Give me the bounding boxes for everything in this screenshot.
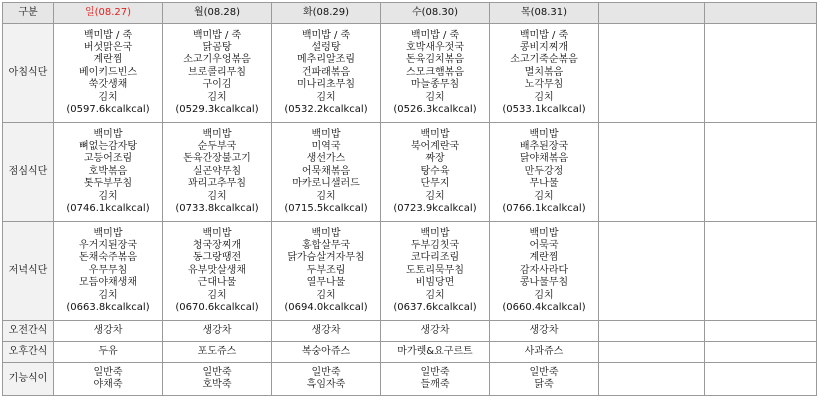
menu-item-text: 두부김칫국 — [410, 240, 460, 252]
menu-item-text: 스모크햄볶음 — [406, 66, 464, 78]
menu-item-text: 백미밥 — [529, 227, 559, 239]
menu-item-text: 백미밥 — [529, 128, 559, 140]
day-header: 일(08.27) — [54, 3, 163, 24]
menu-item-text: 우무무침 — [88, 264, 128, 276]
menu-item-text: 도토리묵무침 — [406, 264, 464, 276]
menu-item-text: 백미밥 — [202, 227, 232, 239]
menu-item-text: 마가렛&요구르트 — [397, 345, 473, 357]
menu-cell — [381, 363, 490, 396]
menu-item-text: 사과쥬스 — [524, 345, 564, 357]
menu-item-text: (0660.4kcalkcal) — [502, 301, 586, 313]
menu-item-text: 김치 — [534, 91, 554, 103]
menu-item-text: 베이키드빈스 — [79, 66, 137, 78]
day-header: 수(08.30) — [381, 3, 490, 24]
menu-item-text: 단무지 — [420, 178, 450, 190]
menu-item-text: 홍합살무국 — [301, 240, 351, 252]
dinner-row — [3, 222, 817, 321]
menu-item-text: 감자사라다 — [519, 264, 569, 276]
menu-item-text: 순두부국 — [197, 141, 237, 153]
menu-item-text: 일반죽 — [311, 366, 341, 378]
menu-cell — [54, 123, 163, 222]
menu-cell — [272, 342, 381, 363]
day-header: 월(08.28) — [163, 3, 272, 24]
menu-item-text: 멸치볶음 — [524, 66, 564, 78]
menu-item-text: 미역국 — [311, 141, 341, 153]
menu-cell — [705, 321, 817, 342]
menu-cell — [705, 24, 817, 123]
menu-item-text: 백미밥 — [420, 128, 450, 140]
special-diet-row — [3, 363, 817, 396]
menu-item-text: 계란찜 — [93, 54, 123, 66]
menu-item-text: 일반죽 — [93, 366, 123, 378]
menu-item-text: 일반죽 — [202, 366, 232, 378]
menu-cell — [599, 363, 705, 396]
menu-item-text: 생강차 — [420, 324, 450, 336]
menu-item-text: 들깨죽 — [420, 379, 450, 390]
menu-item-text: 백미밥 — [311, 227, 341, 239]
menu-item-text: 호박새우젓국 — [406, 42, 464, 54]
menu-item-text: 일반죽 — [420, 366, 450, 378]
menu-item-text: (0766.1kcalkcal) — [502, 202, 586, 214]
menu-cell — [163, 342, 272, 363]
menu-item-text: (0637.6kcalkcal) — [393, 301, 477, 313]
menu-item-text: 일반죽 — [529, 366, 559, 378]
menu-item-text: 건파래볶음 — [301, 66, 351, 78]
menu-item-text: (0597.6kcalkcal) — [66, 103, 150, 115]
menu-item-text: 탕수육 — [420, 165, 450, 177]
menu-item-text: 메추리알조림 — [297, 54, 355, 66]
menu-item-text: 북어계란국 — [410, 141, 460, 153]
menu-item-text: 마카로니샐러드 — [292, 178, 360, 190]
afternoon-snack-row — [3, 342, 817, 363]
menu-item-text: 김치 — [98, 289, 118, 301]
menu-item-text: 호박볶음 — [88, 165, 128, 177]
menu-item-text: 콩비지찌개 — [519, 42, 569, 54]
menu-cell — [54, 321, 163, 342]
menu-item-text: 백미밥 — [93, 227, 123, 239]
row-label: 오전간식 — [3, 321, 54, 342]
menu-cell — [490, 342, 599, 363]
menu-item-text: 닭가슴살겨자무침 — [287, 252, 365, 264]
menu-item-text: 백미밥 — [420, 227, 450, 239]
menu-item-text: 백미밥 / 죽 — [519, 29, 569, 41]
menu-cell — [381, 342, 490, 363]
day-header — [705, 3, 817, 24]
menu-item-text: (0529.3kcalkcal) — [175, 103, 259, 115]
menu-item-text: 버섯맑은국 — [83, 42, 133, 54]
lunch-row — [3, 123, 817, 222]
menu-item-text: 김치 — [207, 289, 227, 301]
day-header: 목(08.31) — [490, 3, 599, 24]
menu-item-text: (0733.8kcalkcal) — [175, 202, 259, 214]
row-label: 저녁식단 — [3, 222, 54, 321]
menu-cell — [599, 342, 705, 363]
menu-item-text: (0670.6kcalkcal) — [175, 301, 259, 313]
menu-item-text: 어묵채볶음 — [301, 165, 351, 177]
menu-item-text: 미나리초무침 — [297, 79, 355, 91]
menu-cell — [54, 363, 163, 396]
menu-cell — [163, 363, 272, 396]
menu-item-text: 브로콜리무침 — [188, 66, 246, 78]
menu-item-text: 무나물 — [529, 178, 559, 190]
menu-item-text: 김치 — [425, 289, 445, 301]
menu-cell — [490, 321, 599, 342]
menu-cell — [381, 321, 490, 342]
row-label: 오후간식 — [3, 342, 54, 363]
menu-item-text: 비빔당면 — [415, 277, 455, 289]
row-label: 점심식단 — [3, 123, 54, 222]
menu-item-text: 백미밥 / 죽 — [410, 29, 460, 41]
menu-item-text: 돈육간장불고기 — [183, 153, 251, 165]
menu-cell — [705, 363, 817, 396]
menu-cell — [705, 342, 817, 363]
menu-item-text: 어묵국 — [529, 240, 559, 252]
menu-item-text: 꽈리고추무침 — [188, 178, 246, 190]
menu-item-text: (0533.1kcalkcal) — [502, 103, 586, 115]
menu-cell — [163, 321, 272, 342]
menu-item-text: 근대나물 — [197, 277, 237, 289]
menu-item-text: 김치 — [425, 91, 445, 103]
menu-cell — [272, 123, 381, 222]
day-header: 화(08.29) — [272, 3, 381, 24]
menu-item-text: 돈채숙주볶음 — [79, 252, 137, 264]
menu-item-text: 김치 — [534, 190, 554, 202]
menu-cell — [490, 123, 599, 222]
menu-item-text: 닭야채볶음 — [519, 153, 569, 165]
menu-item-text: 배추된장국 — [519, 141, 569, 153]
menu-item-text: (0723.9kcalkcal) — [393, 202, 477, 214]
menu-item-text: 닭죽 — [534, 379, 554, 390]
menu-cell — [599, 321, 705, 342]
breakfast-row — [3, 24, 817, 123]
menu-cell — [272, 222, 381, 321]
menu-item-text: 유부맛살생채 — [188, 264, 246, 276]
menu-cell — [54, 342, 163, 363]
menu-item-text: 김치 — [316, 190, 336, 202]
menu-item-text: 구이김 — [202, 79, 232, 91]
menu-item-text: 백미밥 / 죽 — [83, 29, 133, 41]
menu-item-text: 열무나물 — [306, 277, 346, 289]
menu-cell — [381, 222, 490, 321]
menu-item-text: 생강차 — [93, 324, 123, 336]
menu-item-text: 백미밥 — [311, 128, 341, 140]
menu-item-text: 코다리조림 — [410, 252, 460, 264]
menu-item-text: 뼈없는감자탕 — [79, 141, 137, 153]
menu-cell — [381, 24, 490, 123]
menu-item-text: 두부조림 — [306, 264, 346, 276]
menu-item-text: (0532.2kcalkcal) — [284, 103, 368, 115]
menu-item-text: 복숭아쥬스 — [301, 345, 351, 357]
menu-item-text: 짜장 — [425, 153, 445, 165]
menu-item-text: (0663.8kcalkcal) — [66, 301, 150, 313]
menu-item-text: 두유 — [98, 345, 118, 357]
menu-item-text: 콩나물무침 — [519, 277, 569, 289]
menu-item-text: 생강차 — [529, 324, 559, 336]
day-header — [599, 3, 705, 24]
menu-cell — [705, 123, 817, 222]
menu-item-text: 설렁탕 — [311, 42, 341, 54]
menu-item-text: 계란찜 — [529, 252, 559, 264]
row-label: 기능식이 — [3, 363, 54, 396]
menu-item-text: 백미밥 — [93, 128, 123, 140]
menu-item-text: 돈육김치볶음 — [406, 54, 464, 66]
header-row — [3, 3, 817, 24]
menu-item-text: 우거지된장국 — [79, 240, 137, 252]
menu-item-text: (0715.5kcalkcal) — [284, 202, 368, 214]
menu-item-text: (0526.3kcalkcal) — [393, 103, 477, 115]
menu-cell — [705, 222, 817, 321]
menu-item-text: 생강차 — [202, 324, 232, 336]
menu-item-text: 생선가스 — [306, 153, 346, 165]
menu-item-text: 톳두부무침 — [83, 178, 133, 190]
menu-item-text: 동그랑땡전 — [192, 252, 242, 264]
menu-cell — [272, 363, 381, 396]
menu-item-text: 쑥갓생채 — [88, 79, 128, 91]
menu-item-text: 호박죽 — [202, 379, 232, 390]
menu-item-text: (0694.0kcalkcal) — [284, 301, 368, 313]
menu-cell — [54, 24, 163, 123]
corner-label: 구분 — [3, 3, 54, 24]
menu-item-text: 소고기죽순볶음 — [510, 54, 578, 66]
menu-item-text: 흑임자죽 — [306, 379, 346, 390]
menu-cell — [490, 24, 599, 123]
menu-item-text: 소고기우엉볶음 — [183, 54, 251, 66]
menu-item-text: 김치 — [207, 190, 227, 202]
menu-item-text: 고등어조림 — [83, 153, 133, 165]
morning-snack-row — [3, 321, 817, 342]
menu-item-text: 만두강정 — [524, 165, 564, 177]
menu-cell — [599, 222, 705, 321]
menu-item-text: 모듬야채생채 — [79, 277, 137, 289]
menu-item-text: 김치 — [316, 91, 336, 103]
menu-item-text: 김치 — [98, 91, 118, 103]
menu-item-text: 김치 — [316, 289, 336, 301]
menu-item-text: 마늘종무침 — [410, 79, 460, 91]
menu-item-text: (0746.1kcalkcal) — [66, 202, 150, 214]
menu-item-text: 포도쥬스 — [197, 345, 237, 357]
menu-item-text: 김치 — [207, 91, 227, 103]
menu-item-text: 백미밥 / 죽 — [301, 29, 351, 41]
menu-item-text: 닭곰탕 — [202, 42, 232, 54]
menu-item-text: 김치 — [425, 190, 445, 202]
menu-item-text: 김치 — [534, 289, 554, 301]
menu-cell — [54, 222, 163, 321]
menu-cell — [272, 24, 381, 123]
menu-cell — [490, 222, 599, 321]
menu-item-text: 노각무침 — [524, 79, 564, 91]
menu-item-text: 김치 — [98, 190, 118, 202]
menu-item-text: 야채죽 — [93, 379, 123, 390]
menu-cell — [381, 123, 490, 222]
menu-item-text: 백미밥 / 죽 — [192, 29, 242, 41]
menu-item-text: 생강차 — [311, 324, 341, 336]
weekly-meal-menu-table — [2, 2, 817, 396]
menu-cell — [272, 321, 381, 342]
menu-table-body — [3, 3, 817, 396]
menu-cell — [163, 222, 272, 321]
menu-item-text: 청국장찌개 — [192, 240, 242, 252]
menu-cell — [163, 123, 272, 222]
menu-item-text: 백미밥 — [202, 128, 232, 140]
menu-cell — [599, 123, 705, 222]
menu-item-text: 실곤약무침 — [192, 165, 242, 177]
menu-cell — [599, 24, 705, 123]
row-label: 아침식단 — [3, 24, 54, 123]
menu-cell — [490, 363, 599, 396]
menu-cell — [163, 24, 272, 123]
